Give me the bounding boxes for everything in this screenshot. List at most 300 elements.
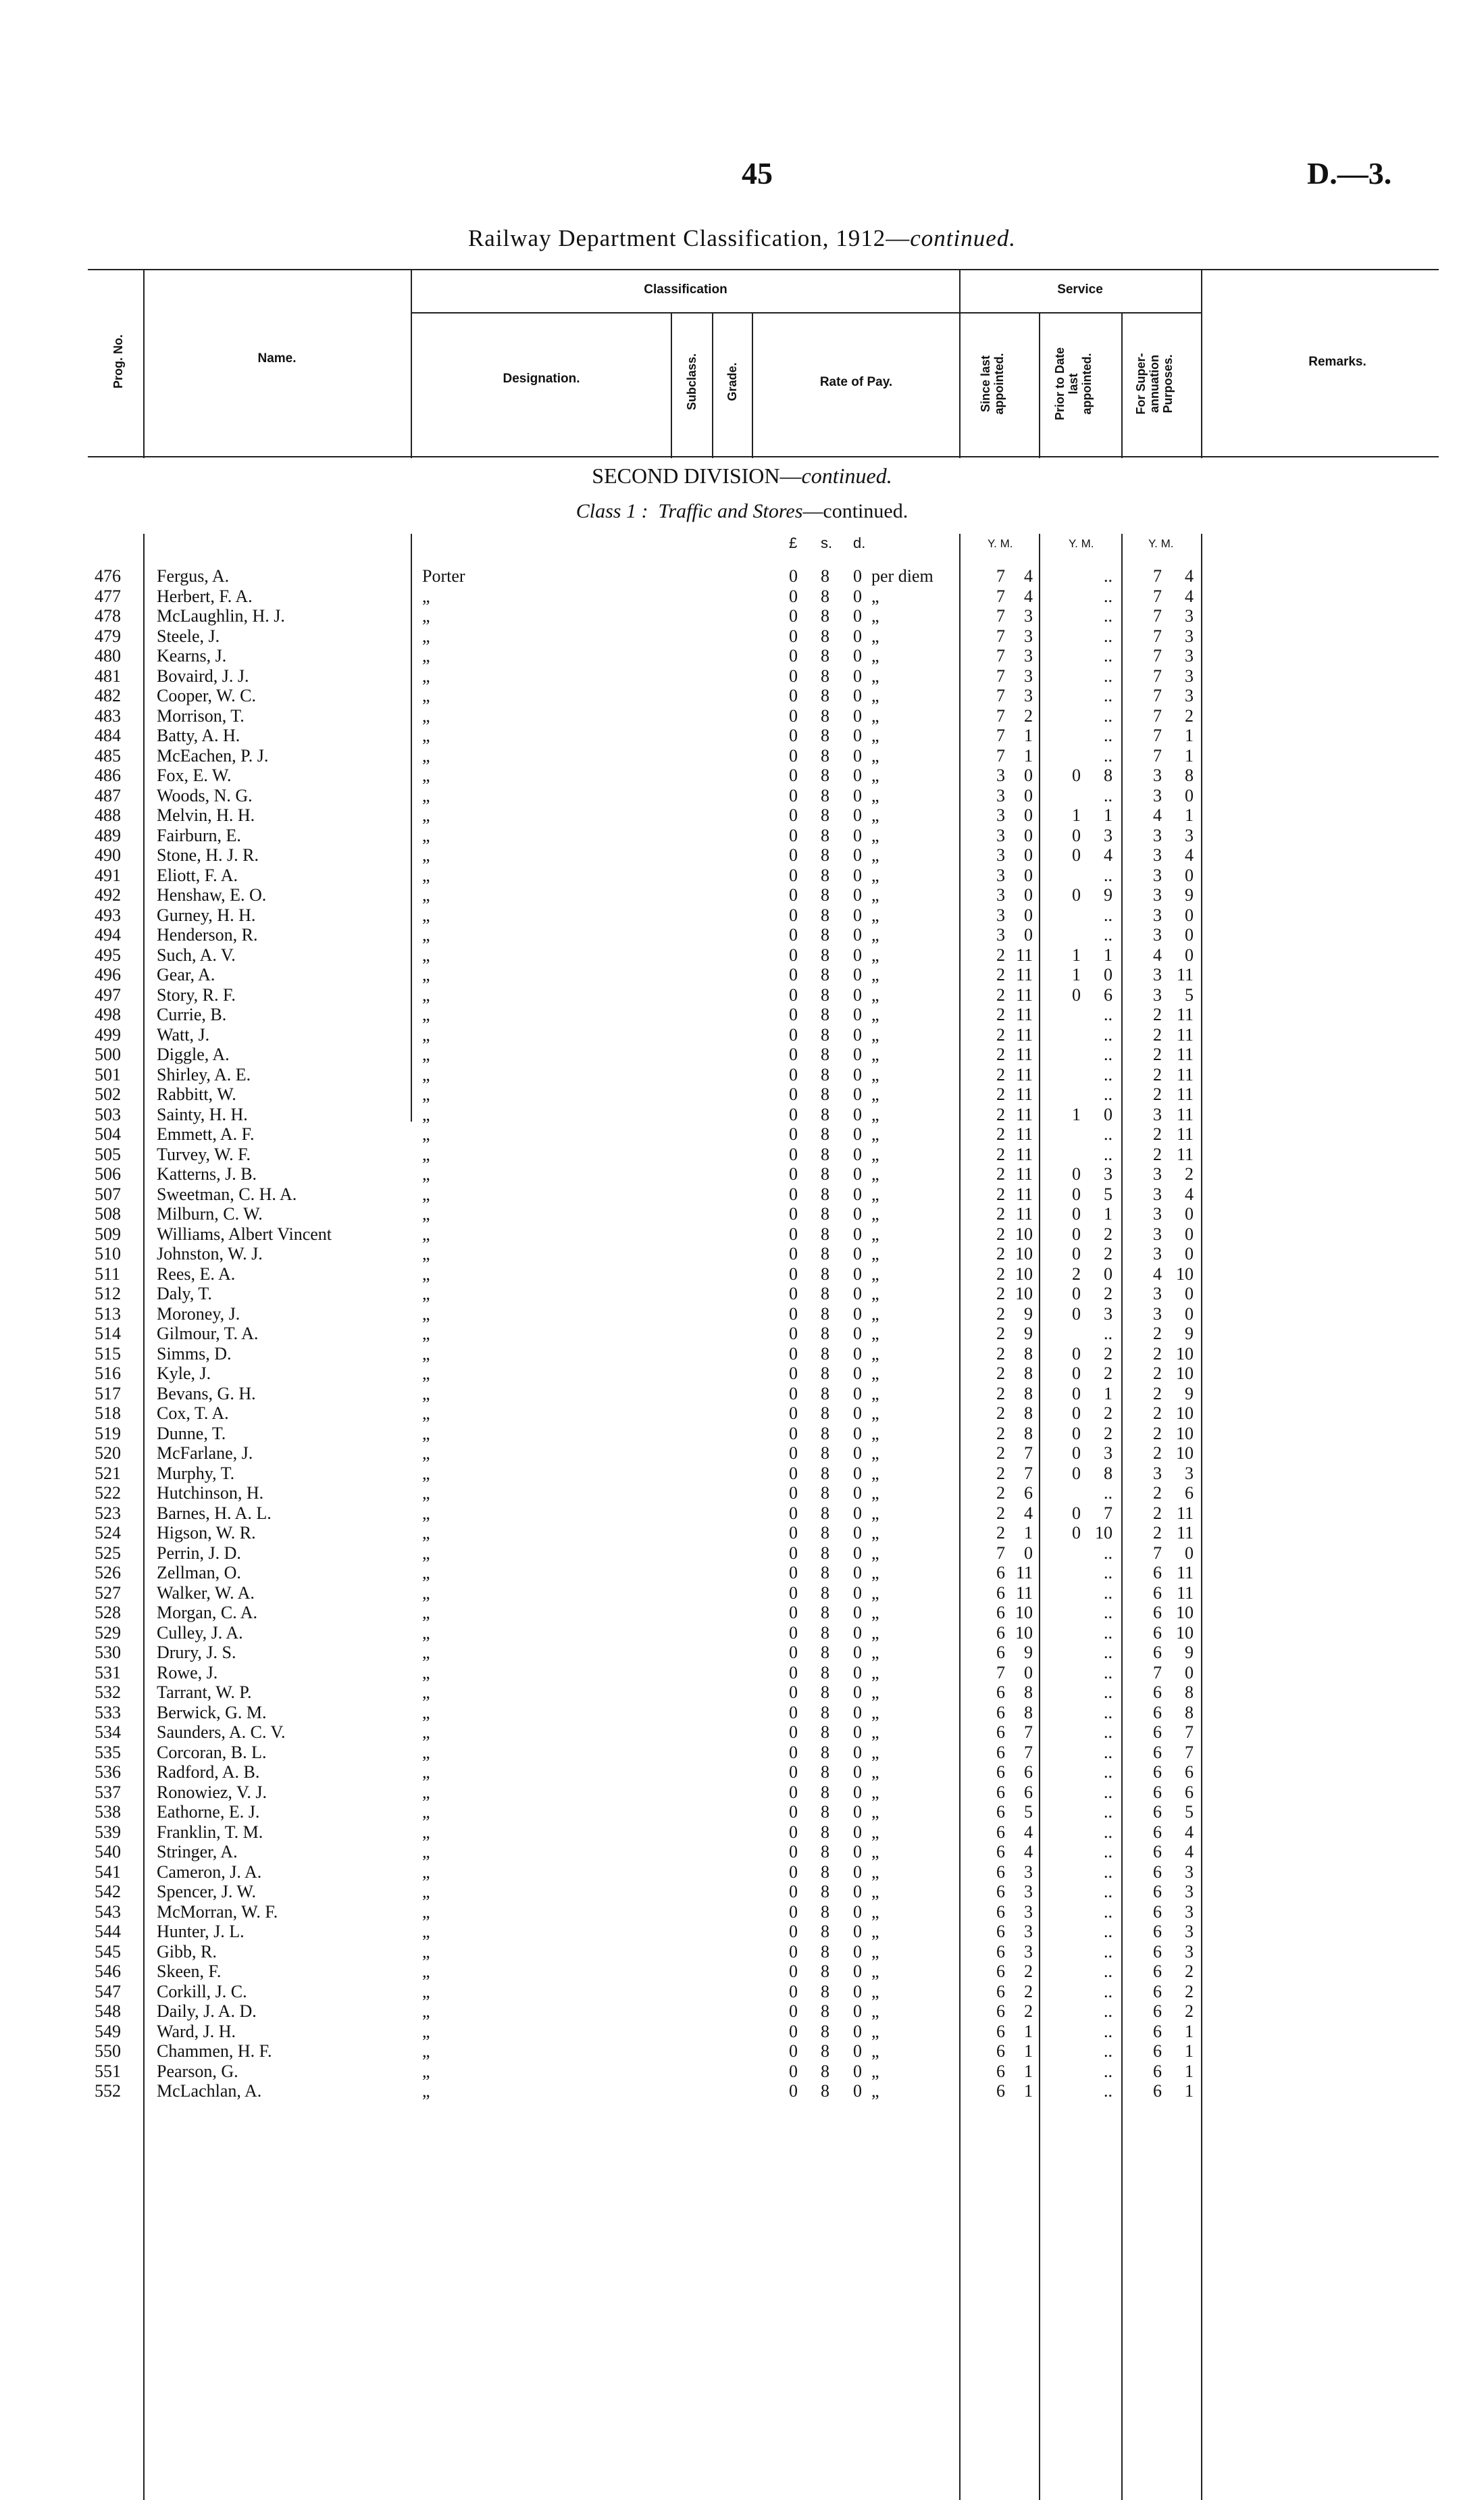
table-row (0, 2003, 1484, 2020)
table-row (0, 1226, 1484, 1243)
since-years: 7 (996, 606, 1005, 626)
since-years: 2 (996, 1324, 1005, 1343)
pay-shillings: 8 (821, 1364, 829, 1383)
pay-basis: „ (871, 1662, 879, 1682)
staff-name: Moroney, J. (157, 1303, 240, 1324)
since-years: 2 (996, 1184, 1005, 1204)
prog-no: 488 (95, 805, 121, 825)
pay-basis: „ (871, 1383, 879, 1403)
pay-shillings: 8 (821, 1941, 829, 1961)
pay-pounds: 0 (789, 1024, 798, 1045)
super-months: 10 (1176, 1343, 1194, 1364)
staff-name: Gurney, H. H. (157, 905, 256, 925)
pay-basis: „ (871, 2021, 879, 2041)
pay-basis: „ (871, 1403, 879, 1423)
prior-years: 1 (1072, 945, 1081, 965)
pay-pence: 0 (853, 566, 862, 586)
header-divider (712, 312, 713, 458)
table-row (0, 1086, 1484, 1103)
prior-months: 8 (1104, 1463, 1112, 1483)
prior-months: 0 (1104, 1104, 1112, 1124)
super-months: 10 (1176, 1364, 1194, 1383)
since-years: 2 (996, 1124, 1005, 1144)
designation: „ (422, 2041, 430, 2061)
prior-months: .. (1104, 1882, 1112, 1901)
super-years: 7 (1153, 666, 1162, 686)
super-years: 2 (1153, 1443, 1162, 1463)
since-years: 2 (996, 984, 1005, 1005)
pay-basis: „ (871, 1543, 879, 1563)
table-row (0, 1266, 1484, 1283)
pay-pounds: 0 (789, 745, 798, 766)
since-years: 2 (996, 1383, 1005, 1403)
table-row (0, 1983, 1484, 2001)
staff-name: McFarlane, J. (157, 1443, 253, 1463)
pay-pence: 0 (853, 1005, 862, 1024)
header-divider (671, 312, 672, 458)
staff-name: Higson, W. R. (157, 1523, 256, 1543)
designation: „ (422, 1563, 430, 1582)
super-months: 6 (1185, 1483, 1194, 1503)
staff-name: Barnes, H. A. L. (157, 1503, 272, 1523)
pay-basis: „ (871, 726, 879, 745)
pay-pence: 0 (853, 1284, 862, 1303)
pay-pence: 0 (853, 1144, 862, 1164)
pay-shillings: 8 (821, 925, 829, 945)
since-years: 7 (996, 686, 1005, 705)
super-years: 3 (1153, 1104, 1162, 1124)
designation: „ (422, 785, 430, 805)
prog-no: 476 (95, 566, 121, 586)
since-years: 6 (996, 1622, 1005, 1643)
since-years: 2 (996, 1523, 1005, 1543)
super-years: 6 (1153, 1981, 1162, 2001)
since-years: 2 (996, 1005, 1005, 1024)
pay-shillings: 8 (821, 865, 829, 885)
designation: „ (422, 1483, 430, 1503)
prior-months: 0 (1104, 965, 1112, 984)
designation: „ (422, 1204, 430, 1224)
pay-pounds: 0 (789, 626, 798, 646)
pay-shillings: 8 (821, 1244, 829, 1264)
prior-years: 0 (1072, 984, 1081, 1005)
pay-pounds: 0 (789, 1523, 798, 1543)
staff-name: Steele, J. (157, 626, 220, 646)
prior-months: .. (1104, 2081, 1112, 2101)
pay-pence: 0 (853, 1543, 862, 1563)
super-years: 2 (1153, 1045, 1162, 1064)
pay-pence: 0 (853, 1941, 862, 1961)
super-months: 11 (1176, 1124, 1194, 1144)
pay-pounds: 0 (789, 1005, 798, 1024)
since-years: 2 (996, 1303, 1005, 1324)
table-row (0, 687, 1484, 705)
since-months: 8 (1024, 1383, 1033, 1403)
table-row (0, 1445, 1484, 1462)
staff-name: Tarrant, W. P. (157, 1682, 252, 1702)
super-years: 3 (1153, 905, 1162, 925)
pay-pence: 0 (853, 1722, 862, 1742)
super-months: 3 (1185, 626, 1194, 646)
pay-basis: „ (871, 984, 879, 1005)
table-row (0, 647, 1484, 665)
pay-shillings: 8 (821, 566, 829, 586)
super-months: 3 (1185, 606, 1194, 626)
since-years: 7 (996, 1543, 1005, 1563)
pay-shillings: 8 (821, 1782, 829, 1802)
staff-name: Story, R. F. (157, 984, 236, 1005)
staff-name: Emmett, A. F. (157, 1124, 255, 1144)
since-months: 10 (1015, 1224, 1033, 1244)
since-months: 7 (1024, 1722, 1033, 1742)
staff-name: Skeen, F. (157, 1961, 222, 1981)
designation: „ (422, 745, 430, 766)
prog-no: 526 (95, 1563, 121, 1582)
since-months: 4 (1024, 1503, 1033, 1523)
pay-basis: „ (871, 1582, 879, 1603)
pay-basis: „ (871, 1024, 879, 1045)
super-years: 7 (1153, 566, 1162, 586)
prior-months: 9 (1104, 885, 1112, 905)
pay-pence: 0 (853, 905, 862, 925)
since-years: 2 (996, 965, 1005, 984)
super-months: 4 (1185, 1184, 1194, 1204)
since-years: 7 (996, 726, 1005, 745)
pay-pence: 0 (853, 1244, 862, 1264)
super-years: 7 (1153, 1543, 1162, 1563)
since-months: 0 (1024, 766, 1033, 785)
super-years: 2 (1153, 1383, 1162, 1403)
prior-years: 0 (1072, 766, 1081, 785)
pay-shillings: 8 (821, 1164, 829, 1184)
prior-months: 2 (1104, 1364, 1112, 1383)
since-months: 11 (1015, 1184, 1033, 1204)
table-row (0, 947, 1484, 964)
prog-no: 513 (95, 1303, 121, 1324)
designation: „ (422, 1423, 430, 1443)
pay-pence: 0 (853, 865, 862, 885)
prog-no: 503 (95, 1104, 121, 1124)
prior-months: 10 (1095, 1523, 1112, 1543)
prior-months: 2 (1104, 1423, 1112, 1443)
staff-name: Simms, D. (157, 1343, 232, 1364)
pay-shillings: 8 (821, 1662, 829, 1682)
pay-pence: 0 (853, 1901, 862, 1922)
prog-no: 525 (95, 1543, 121, 1563)
since-years: 3 (996, 885, 1005, 905)
prior-months: .. (1104, 666, 1112, 686)
since-years: 2 (996, 1483, 1005, 1503)
pay-pounds: 0 (789, 1882, 798, 1901)
since-months: 11 (1015, 1563, 1033, 1582)
pay-pounds: 0 (789, 885, 798, 905)
prog-no: 533 (95, 1702, 121, 1722)
since-years: 2 (996, 945, 1005, 965)
designation: „ (422, 1643, 430, 1662)
designation: „ (422, 1443, 430, 1463)
prior-months: .. (1104, 1822, 1112, 1842)
designation: „ (422, 1164, 430, 1184)
prior-years: 2 (1072, 1264, 1081, 1284)
pay-pounds: 0 (789, 925, 798, 945)
super-years: 6 (1153, 1603, 1162, 1622)
since-years: 7 (996, 626, 1005, 646)
pay-shillings: 8 (821, 1084, 829, 1104)
since-years: 6 (996, 1643, 1005, 1662)
pay-pounds: 0 (789, 945, 798, 965)
pay-basis: „ (871, 2001, 879, 2021)
pay-pence: 0 (853, 1303, 862, 1324)
super-years: 3 (1153, 766, 1162, 785)
pay-pounds: 0 (789, 805, 798, 825)
since-months: 10 (1015, 1622, 1033, 1643)
pay-pence: 0 (853, 1324, 862, 1343)
staff-name: Such, A. V. (157, 945, 236, 965)
table-row (0, 1126, 1484, 1143)
designation: „ (422, 1303, 430, 1324)
designation: „ (422, 1184, 430, 1204)
since-months: 11 (1015, 945, 1033, 965)
super-months: 11 (1176, 1563, 1194, 1582)
super-months: 3 (1185, 1901, 1194, 1922)
prior-months: .. (1104, 1643, 1112, 1662)
pay-basis: „ (871, 1603, 879, 1622)
since-years: 6 (996, 1722, 1005, 1742)
pay-shillings: 8 (821, 586, 829, 606)
prior-years: 0 (1072, 1184, 1081, 1204)
pay-shillings: 8 (821, 626, 829, 646)
super-months: 9 (1185, 1383, 1194, 1403)
prior-months: .. (1104, 606, 1112, 626)
prior-years: 1 (1072, 805, 1081, 825)
super-years: 7 (1153, 705, 1162, 726)
pay-pounds: 0 (789, 1802, 798, 1822)
table-row (0, 1861, 1484, 1882)
prog-no: 485 (95, 745, 121, 766)
pay-pounds: 0 (789, 1722, 798, 1742)
table-row (0, 1604, 1484, 1622)
header-bottom-rule (88, 456, 1439, 457)
pay-pence: 0 (853, 2001, 862, 2021)
super-months: 1 (1185, 2081, 1194, 2101)
prog-no: 496 (95, 965, 121, 984)
staff-name: Cooper, W. C. (157, 686, 257, 705)
prior-months: .. (1104, 1981, 1112, 2001)
prog-no: 549 (95, 2021, 121, 2041)
table-row (0, 1425, 1484, 1443)
pay-shillings: 8 (821, 1822, 829, 1842)
since-months: 2 (1024, 2001, 1033, 2021)
pay-pounds: 0 (789, 1543, 798, 1563)
since-months: 3 (1024, 646, 1033, 666)
table-row (0, 628, 1484, 645)
super-years: 7 (1153, 1662, 1162, 1682)
prior-years: 0 (1072, 1303, 1081, 1324)
pay-shillings: 8 (821, 1981, 829, 2001)
super-years: 2 (1153, 1124, 1162, 1144)
staff-name: Eliott, F. A. (157, 865, 238, 885)
prog-no: 489 (95, 825, 121, 845)
prior-years: 1 (1072, 1104, 1081, 1124)
designation: „ (422, 1722, 430, 1742)
since-years: 2 (996, 1144, 1005, 1164)
pay-basis: „ (871, 905, 879, 925)
super-months: 0 (1185, 1284, 1194, 1303)
table-row (0, 607, 1484, 625)
super-months: 10 (1176, 1443, 1194, 1463)
super-years: 2 (1153, 1024, 1162, 1045)
pay-pounds: 0 (789, 1662, 798, 1682)
pay-pounds: 0 (789, 825, 798, 845)
pay-basis: „ (871, 1503, 879, 1523)
super-years: 7 (1153, 686, 1162, 705)
prior-years: 0 (1072, 825, 1081, 845)
since-months: 3 (1024, 1922, 1033, 1941)
header-divider (411, 269, 412, 458)
table-row (0, 1325, 1484, 1343)
since-years: 7 (996, 666, 1005, 686)
super-months: 11 (1176, 1024, 1194, 1045)
super-months: 0 (1185, 1224, 1194, 1244)
since-months: 0 (1024, 905, 1033, 925)
prior-months: 2 (1104, 1284, 1112, 1303)
table-row (0, 886, 1484, 904)
class-label: Class 1 : (575, 500, 648, 522)
pay-pounds: 0 (789, 1563, 798, 1582)
pay-pounds: 0 (789, 1184, 798, 1204)
designation: „ (422, 686, 430, 705)
prior-months: 1 (1104, 1383, 1112, 1403)
staff-name: Cameron, J. A. (157, 1861, 262, 1882)
staff-name: Murphy, T. (157, 1463, 235, 1483)
table-row (0, 747, 1484, 765)
since-years: 2 (996, 1224, 1005, 1244)
pay-basis: „ (871, 2061, 879, 2081)
prog-no: 494 (95, 925, 121, 945)
pay-basis: „ (871, 965, 879, 984)
super-months: 10 (1176, 1603, 1194, 1622)
designation: „ (422, 1523, 430, 1543)
since-months: 11 (1015, 1582, 1033, 1603)
staff-name: Williams, Albert Vincent (157, 1224, 332, 1244)
prior-years: 0 (1072, 1423, 1081, 1443)
table-row (0, 1784, 1484, 1801)
pay-basis: „ (871, 1144, 879, 1164)
designation: „ (422, 1582, 430, 1603)
super-months: 3 (1185, 1882, 1194, 1901)
pay-shillings: 8 (821, 686, 829, 705)
super-years: 6 (1153, 1961, 1162, 1981)
pay-shillings: 8 (821, 1383, 829, 1403)
super-months: 4 (1185, 586, 1194, 606)
prog-no: 516 (95, 1364, 121, 1383)
super-years: 3 (1153, 1463, 1162, 1483)
staff-name: Hunter, J. L. (157, 1922, 245, 1941)
pay-pounds: 0 (789, 1045, 798, 1064)
since-months: 10 (1015, 1264, 1033, 1284)
prior-years: 0 (1072, 1364, 1081, 1383)
designation: „ (422, 865, 430, 885)
prior-months: .. (1104, 1742, 1112, 1762)
pay-shillings: 8 (821, 785, 829, 805)
table-row (0, 1943, 1484, 1961)
since-months: 0 (1024, 845, 1033, 865)
super-months: 3 (1185, 1941, 1194, 1961)
pay-pounds: 0 (789, 1682, 798, 1702)
staff-name: Perrin, J. D. (157, 1543, 241, 1563)
pay-pounds: 0 (789, 726, 798, 745)
pay-shillings: 8 (821, 1423, 829, 1443)
super-months: 10 (1176, 1423, 1194, 1443)
pay-pence: 0 (853, 1364, 862, 1383)
since-years: 6 (996, 1842, 1005, 1861)
super-years: 2 (1153, 1084, 1162, 1104)
super-years: 6 (1153, 1901, 1162, 1922)
super-years: 3 (1153, 885, 1162, 905)
pay-pounds: 0 (789, 1104, 798, 1124)
pay-pounds: 0 (789, 1941, 798, 1961)
table-row (0, 1106, 1484, 1124)
super-months: 8 (1185, 1702, 1194, 1722)
since-years: 6 (996, 1702, 1005, 1722)
pay-shillings: 8 (821, 1622, 829, 1643)
prior-years: 0 (1072, 845, 1081, 865)
pay-pounds: 0 (789, 1922, 798, 1941)
since-months: 10 (1015, 1603, 1033, 1622)
pay-shillings: 8 (821, 745, 829, 766)
designation: „ (422, 965, 430, 984)
designation: „ (422, 666, 430, 686)
prior-months: .. (1104, 1682, 1112, 1702)
prior-months: .. (1104, 686, 1112, 705)
table-row (0, 1484, 1484, 1502)
staff-name: Turvey, W. F. (157, 1144, 251, 1164)
since-months: 11 (1015, 1005, 1033, 1024)
super-months: 4 (1185, 1822, 1194, 1842)
table-row (0, 1764, 1484, 1781)
super-months: 2 (1185, 1164, 1194, 1184)
prog-no: 530 (95, 1643, 121, 1662)
prior-years: 0 (1072, 1503, 1081, 1523)
prog-no: 551 (95, 2061, 121, 2081)
pay-pounds: 0 (789, 1343, 798, 1364)
super-years: 3 (1153, 1244, 1162, 1264)
designation: „ (422, 705, 430, 726)
table-row (0, 986, 1484, 1004)
table-row (0, 1365, 1484, 1382)
header-subclass: Subclass. (685, 353, 698, 411)
designation: „ (422, 606, 430, 626)
super-years: 6 (1153, 1702, 1162, 1722)
since-years: 2 (996, 1364, 1005, 1383)
since-months: 3 (1024, 1861, 1033, 1882)
staff-name: Rees, E. A. (157, 1264, 236, 1284)
pay-pence: 0 (853, 1443, 862, 1463)
pay-basis: „ (871, 1124, 879, 1144)
since-years: 6 (996, 1762, 1005, 1782)
table-row (0, 2063, 1484, 2080)
prog-no: 527 (95, 1582, 121, 1603)
super-months: 0 (1185, 1543, 1194, 1563)
pay-shillings: 8 (821, 666, 829, 686)
class-department: Traffic and Stores (658, 500, 803, 522)
staff-name: Corkill, J. C. (157, 1981, 247, 2001)
prog-no: 514 (95, 1324, 121, 1343)
since-years: 6 (996, 1782, 1005, 1802)
pay-basis: „ (871, 1822, 879, 1842)
super-years: 6 (1153, 1622, 1162, 1643)
designation: „ (422, 1224, 430, 1244)
